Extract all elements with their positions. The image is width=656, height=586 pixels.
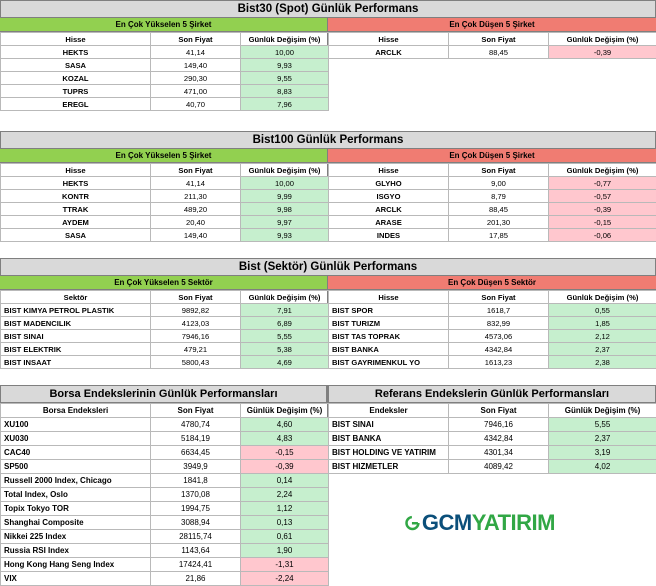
row-change: 7,91 xyxy=(241,304,329,317)
bist100-gainers xyxy=(0,149,328,242)
bist100-section xyxy=(0,131,656,242)
table-row xyxy=(1,544,329,558)
column-header: Son Fiyat xyxy=(449,33,549,46)
row-price: 149,40 xyxy=(151,229,241,242)
table-row xyxy=(329,46,656,59)
row-price: 4573,06 xyxy=(449,330,549,343)
row-price: 4342,84 xyxy=(449,343,549,356)
row-name: ISGYO xyxy=(329,190,449,203)
row-name: HEKTS xyxy=(1,46,151,59)
row-name: BIST SINAI xyxy=(1,330,151,343)
row-price: 149,40 xyxy=(151,59,241,72)
column-header: Son Fiyat xyxy=(449,291,549,304)
table-row xyxy=(329,418,656,432)
borsa-title: Borsa Endekslerinin Günlük Performansları xyxy=(0,385,327,403)
table-row xyxy=(1,356,329,369)
row-name: Shanghai Composite xyxy=(1,516,151,530)
row-change: -0,39 xyxy=(549,203,656,216)
row-price: 21,86 xyxy=(151,572,241,586)
sector-gainers-table xyxy=(0,290,329,369)
row-change: 0,55 xyxy=(549,304,656,317)
row-name: Russell 2000 Index, Chicago xyxy=(1,474,151,488)
table-row xyxy=(329,356,656,369)
row-change: 0,13 xyxy=(241,516,329,530)
table-row xyxy=(1,488,329,502)
row-change: 10,00 xyxy=(241,46,329,59)
row-price: 88,45 xyxy=(449,46,549,59)
row-price: 4301,34 xyxy=(449,446,549,460)
row-change: 1,90 xyxy=(241,544,329,558)
column-header: Son Fiyat xyxy=(151,404,241,418)
gcm-logo-mark-icon xyxy=(405,508,420,538)
bist100-gainers-table xyxy=(0,163,329,242)
row-name: XU030 xyxy=(1,432,151,446)
row-price: 211,30 xyxy=(151,190,241,203)
empty-row xyxy=(329,85,656,98)
table-row xyxy=(329,432,656,446)
row-name: VIX xyxy=(1,572,151,586)
column-header: Günlük Değişim (%) xyxy=(241,291,329,304)
table-row xyxy=(329,229,656,242)
row-price: 479,21 xyxy=(151,343,241,356)
column-header: Günlük Değişim (%) xyxy=(549,164,656,177)
table-row xyxy=(1,502,329,516)
table-header-row xyxy=(1,291,329,304)
row-change: 9,93 xyxy=(241,59,329,72)
row-name: BIST GAYRIMENKUL YO xyxy=(329,356,449,369)
row-price: 3949,9 xyxy=(151,460,241,474)
row-name: BIST SINAI xyxy=(329,418,449,432)
row-price: 4123,03 xyxy=(151,317,241,330)
bist30-losers xyxy=(328,18,656,111)
column-header: Borsa Endeksleri xyxy=(1,404,151,418)
row-change: 9,93 xyxy=(241,229,329,242)
row-name: ARCLK xyxy=(329,203,449,216)
column-header: Son Fiyat xyxy=(449,164,549,177)
row-price: 7946,16 xyxy=(449,418,549,432)
row-name: CAC40 xyxy=(1,446,151,460)
table-row xyxy=(1,572,329,586)
row-price: 3088,94 xyxy=(151,516,241,530)
row-change: 7,96 xyxy=(241,98,329,111)
row-change: -2,24 xyxy=(241,572,329,586)
table-row xyxy=(329,216,656,229)
row-name: SP500 xyxy=(1,460,151,474)
row-name: GLYHO xyxy=(329,177,449,190)
empty-cell xyxy=(329,72,449,85)
table-row xyxy=(329,190,656,203)
row-change: 2,24 xyxy=(241,488,329,502)
gcm-logo xyxy=(405,508,555,538)
row-change: 5,38 xyxy=(241,343,329,356)
table-row xyxy=(1,460,329,474)
empty-cell xyxy=(449,59,549,72)
referans-title: Referans Endekslerin Günlük Performansları xyxy=(328,385,656,403)
row-price: 1613,23 xyxy=(449,356,549,369)
row-name: TTRAK xyxy=(1,203,151,216)
empty-cell xyxy=(549,98,656,111)
column-header: Hisse xyxy=(329,291,449,304)
table-header-row xyxy=(329,33,656,46)
row-change: 2,12 xyxy=(549,330,656,343)
table-row xyxy=(1,85,329,98)
borsa-table xyxy=(0,403,329,586)
row-price: 201,30 xyxy=(449,216,549,229)
table-row xyxy=(1,530,329,544)
bist100-losers xyxy=(328,149,656,242)
row-price: 41,14 xyxy=(151,177,241,190)
bist30-losers-title: En Çok Düşen 5 Şirket xyxy=(328,18,656,32)
row-change: -1,31 xyxy=(241,558,329,572)
row-price: 17,85 xyxy=(449,229,549,242)
sector-losers xyxy=(328,276,656,369)
row-name: BIST HIZMETLER xyxy=(329,460,449,474)
sector-title: Bist (Sektör) Günlük Performans xyxy=(0,258,656,276)
row-price: 489,20 xyxy=(151,203,241,216)
row-price: 4780,74 xyxy=(151,418,241,432)
table-row xyxy=(1,177,329,190)
table-row xyxy=(1,59,329,72)
table-row xyxy=(1,446,329,460)
bist100-losers-table xyxy=(328,163,656,242)
row-change: 4,60 xyxy=(241,418,329,432)
bist30-gainers-title: En Çok Yükselen 5 Şirket xyxy=(0,18,327,32)
row-name: BIST TURIZM xyxy=(329,317,449,330)
table-row xyxy=(1,216,329,229)
row-change: 4,69 xyxy=(241,356,329,369)
row-price: 8,79 xyxy=(449,190,549,203)
row-name: BIST HOLDING VE YATIRIM xyxy=(329,446,449,460)
row-change: 9,97 xyxy=(241,216,329,229)
borsa-panel xyxy=(0,385,328,586)
row-price: 1618,7 xyxy=(449,304,549,317)
sector-gainers-title: En Çok Yükselen 5 Sektör xyxy=(0,276,327,290)
sector-losers-title: En Çok Düşen 5 Sektör xyxy=(328,276,656,290)
column-header: Hisse xyxy=(329,164,449,177)
row-change: 0,14 xyxy=(241,474,329,488)
row-name: INDES xyxy=(329,229,449,242)
empty-cell xyxy=(549,85,656,98)
row-name: BIST TAS TOPRAK xyxy=(329,330,449,343)
row-name: HEKTS xyxy=(1,177,151,190)
table-row xyxy=(1,317,329,330)
logo-part2: YATIRIM xyxy=(471,510,555,535)
column-header: Günlük Değişim (%) xyxy=(241,164,329,177)
row-change: 2,37 xyxy=(549,343,656,356)
bist30-title: Bist30 (Spot) Günlük Performans xyxy=(0,0,656,18)
column-header: Günlük Değişim (%) xyxy=(241,33,329,46)
table-header-row xyxy=(1,33,329,46)
row-price: 4089,42 xyxy=(449,460,549,474)
row-change: 0,61 xyxy=(241,530,329,544)
row-price: 1841,8 xyxy=(151,474,241,488)
row-name: EREGL xyxy=(1,98,151,111)
row-price: 832,99 xyxy=(449,317,549,330)
referans-panel xyxy=(328,385,656,586)
row-name: BIST ELEKTRIK xyxy=(1,343,151,356)
row-price: 471,00 xyxy=(151,85,241,98)
table-header-row xyxy=(1,404,329,418)
table-row xyxy=(1,190,329,203)
row-change: 1,85 xyxy=(549,317,656,330)
row-change: 9,99 xyxy=(241,190,329,203)
row-price: 5800,43 xyxy=(151,356,241,369)
indices-section xyxy=(0,385,656,586)
row-price: 88,45 xyxy=(449,203,549,216)
row-change: 4,02 xyxy=(549,460,656,474)
column-header: Son Fiyat xyxy=(151,164,241,177)
table-row xyxy=(1,474,329,488)
table-row xyxy=(1,558,329,572)
row-price: 17424,41 xyxy=(151,558,241,572)
row-change: 5,55 xyxy=(549,418,656,432)
referans-table xyxy=(328,403,656,474)
row-price: 9,00 xyxy=(449,177,549,190)
row-change: -0,15 xyxy=(549,216,656,229)
row-change: 3,19 xyxy=(549,446,656,460)
row-name: Russia RSI Index xyxy=(1,544,151,558)
table-header-row xyxy=(329,164,656,177)
row-change: 2,37 xyxy=(549,432,656,446)
row-name: BIST BANKA xyxy=(329,343,449,356)
row-name: SASA xyxy=(1,59,151,72)
row-name: ARASE xyxy=(329,216,449,229)
column-header: Günlük Değişim (%) xyxy=(241,404,329,418)
column-header: Hisse xyxy=(1,33,151,46)
column-header: Son Fiyat xyxy=(151,291,241,304)
column-header: Günlük Değişim (%) xyxy=(549,404,656,418)
bist100-losers-title: En Çok Düşen 5 Şirket xyxy=(328,149,656,163)
column-header: Hisse xyxy=(1,164,151,177)
row-price: 6634,45 xyxy=(151,446,241,460)
table-row xyxy=(1,432,329,446)
column-header: Son Fiyat xyxy=(449,404,549,418)
row-name: Topix Tokyo TOR xyxy=(1,502,151,516)
table-row xyxy=(1,304,329,317)
table-row xyxy=(329,304,656,317)
table-row xyxy=(329,177,656,190)
table-row xyxy=(329,330,656,343)
row-price: 20,40 xyxy=(151,216,241,229)
row-change: -0,57 xyxy=(549,190,656,203)
row-name: AYDEM xyxy=(1,216,151,229)
gcm-logo-text xyxy=(422,510,555,536)
row-price: 1370,08 xyxy=(151,488,241,502)
sector-losers-table xyxy=(328,290,656,369)
bist30-gainers-table xyxy=(0,32,329,111)
row-name: BIST MADENCILIK xyxy=(1,317,151,330)
column-header: Hisse xyxy=(329,33,449,46)
row-price: 40,70 xyxy=(151,98,241,111)
empty-cell xyxy=(449,72,549,85)
table-row xyxy=(329,203,656,216)
column-header: Endeksler xyxy=(329,404,449,418)
row-change: -0,39 xyxy=(549,46,656,59)
table-row xyxy=(329,343,656,356)
row-price: 1143,64 xyxy=(151,544,241,558)
row-change: -0,39 xyxy=(241,460,329,474)
table-header-row xyxy=(329,404,656,418)
row-name: TUPRS xyxy=(1,85,151,98)
bist30-gainers xyxy=(0,18,328,111)
row-price: 5184,19 xyxy=(151,432,241,446)
table-row xyxy=(329,446,656,460)
row-price: 28115,74 xyxy=(151,530,241,544)
row-change: 4,83 xyxy=(241,432,329,446)
table-row xyxy=(1,330,329,343)
row-name: BIST BANKA xyxy=(329,432,449,446)
table-row xyxy=(1,516,329,530)
row-change: 6,89 xyxy=(241,317,329,330)
row-change: 1,12 xyxy=(241,502,329,516)
row-price: 9892,82 xyxy=(151,304,241,317)
empty-cell xyxy=(449,98,549,111)
column-header: Günlük Değişim (%) xyxy=(549,33,656,46)
row-price: 41,14 xyxy=(151,46,241,59)
table-row xyxy=(329,317,656,330)
empty-cell xyxy=(549,59,656,72)
row-change: 9,98 xyxy=(241,203,329,216)
empty-row xyxy=(329,59,656,72)
table-row xyxy=(1,203,329,216)
row-name: Total Index, Oslo xyxy=(1,488,151,502)
row-price: 4342,84 xyxy=(449,432,549,446)
column-header: Günlük Değişim (%) xyxy=(549,291,656,304)
empty-cell xyxy=(549,72,656,85)
bist100-title: Bist100 Günlük Performans xyxy=(0,131,656,149)
row-name: SASA xyxy=(1,229,151,242)
empty-row xyxy=(329,72,656,85)
table-row xyxy=(1,72,329,85)
table-header-row xyxy=(1,164,329,177)
bist100-gainers-title: En Çok Yükselen 5 Şirket xyxy=(0,149,327,163)
table-row xyxy=(1,98,329,111)
row-price: 7946,16 xyxy=(151,330,241,343)
table-row xyxy=(1,229,329,242)
row-change: -0,15 xyxy=(241,446,329,460)
empty-cell xyxy=(329,98,449,111)
row-change: 8,83 xyxy=(241,85,329,98)
column-header: Sektör xyxy=(1,291,151,304)
table-header-row xyxy=(329,291,656,304)
row-price: 290,30 xyxy=(151,72,241,85)
empty-cell xyxy=(329,85,449,98)
row-change: 5,55 xyxy=(241,330,329,343)
column-header: Son Fiyat xyxy=(151,33,241,46)
row-change: 2,38 xyxy=(549,356,656,369)
row-name: BIST INSAAT xyxy=(1,356,151,369)
row-name: KOZAL xyxy=(1,72,151,85)
row-name: XU100 xyxy=(1,418,151,432)
row-name: BIST SPOR xyxy=(329,304,449,317)
row-name: KONTR xyxy=(1,190,151,203)
logo-part1: GCM xyxy=(421,510,472,535)
row-name: ARCLK xyxy=(329,46,449,59)
bist30-section xyxy=(0,0,656,111)
sector-section xyxy=(0,258,656,369)
row-price: 1994,75 xyxy=(151,502,241,516)
table-row xyxy=(329,460,656,474)
row-change: -0,77 xyxy=(549,177,656,190)
row-change: 9,55 xyxy=(241,72,329,85)
bist30-losers-table xyxy=(328,32,656,111)
row-name: Nikkei 225 Index xyxy=(1,530,151,544)
row-change: -0,06 xyxy=(549,229,656,242)
empty-cell xyxy=(329,59,449,72)
row-change: 10,00 xyxy=(241,177,329,190)
empty-row xyxy=(329,98,656,111)
row-name: Hong Kong Hang Seng Index xyxy=(1,558,151,572)
table-row xyxy=(1,46,329,59)
table-row xyxy=(1,418,329,432)
empty-cell xyxy=(449,85,549,98)
table-row xyxy=(1,343,329,356)
sector-gainers xyxy=(0,276,328,369)
row-name: BIST KIMYA PETROL PLASTIK xyxy=(1,304,151,317)
